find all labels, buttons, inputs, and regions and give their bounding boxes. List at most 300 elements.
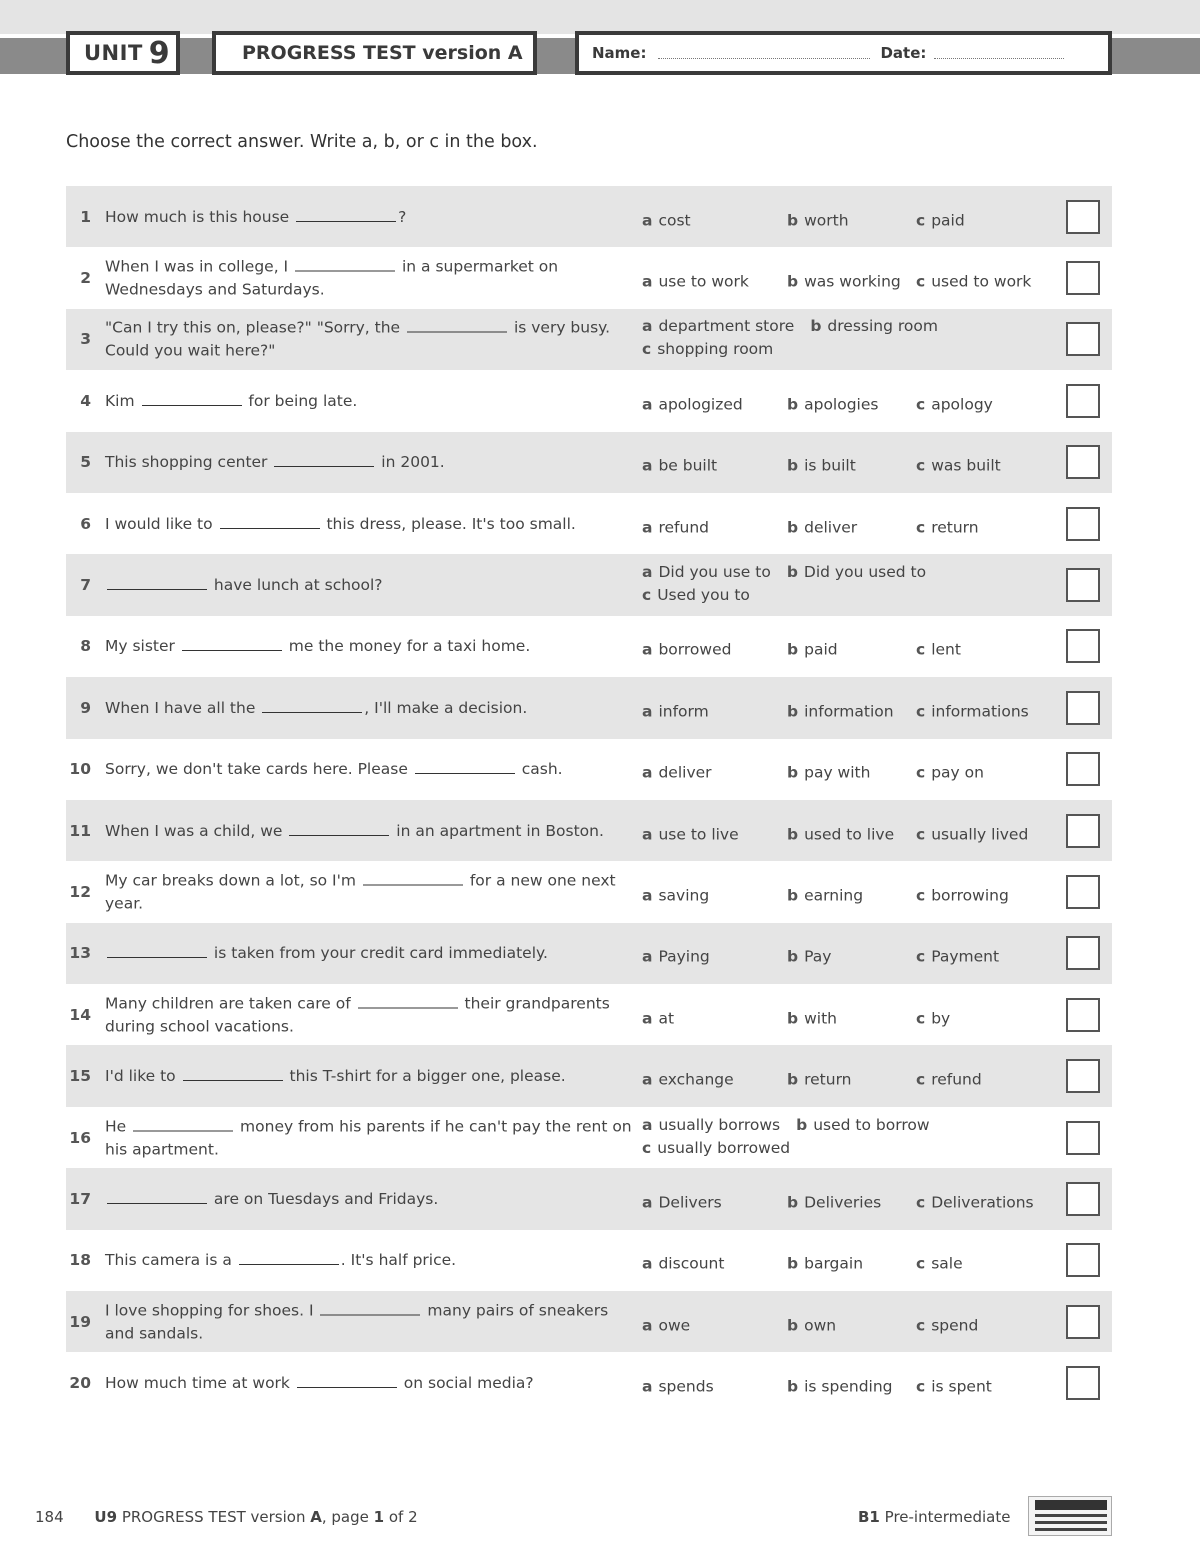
answer-options <box>642 455 1052 478</box>
option-b <box>787 455 916 478</box>
option-letter: a <box>642 702 653 721</box>
option-c <box>642 338 773 361</box>
option-text: use to live <box>658 825 739 844</box>
answer-options <box>642 762 1052 785</box>
option-text: borrowed <box>658 640 732 659</box>
answer-blank <box>289 819 389 836</box>
question-row <box>66 1291 1112 1352</box>
option-text: Payment <box>931 947 1000 966</box>
question-row <box>66 309 1112 370</box>
question-text <box>105 1248 635 1272</box>
option-letter: b <box>787 518 799 537</box>
option-text: sale <box>931 1254 963 1273</box>
option-text: pay on <box>931 763 984 782</box>
footer-page-label: , page <box>321 1508 369 1526</box>
option-c <box>916 946 999 969</box>
option-text: owe <box>658 1316 691 1335</box>
option-b <box>787 1376 916 1399</box>
option-c <box>916 455 1001 478</box>
answer-blank <box>182 634 282 651</box>
option-b <box>810 315 938 338</box>
question-text <box>105 819 635 843</box>
question-row <box>66 1045 1112 1106</box>
question-row <box>66 247 1112 308</box>
question-text-after: for a new one next year. <box>105 871 616 913</box>
answer-options <box>642 884 1052 907</box>
question-text-before: When I was a child, we <box>105 821 288 840</box>
question-text <box>105 573 635 597</box>
option-letter: a <box>642 395 653 414</box>
question-text <box>105 991 635 1038</box>
answer-box[interactable] <box>1066 691 1100 725</box>
question-number: 10 <box>69 760 91 779</box>
question-number: 3 <box>80 330 91 349</box>
question-text-after: on social media? <box>398 1374 534 1393</box>
option-a <box>642 393 787 416</box>
unit-code: U9 <box>94 1508 118 1526</box>
answer-options <box>642 639 1052 662</box>
question-number: 19 <box>69 1312 91 1331</box>
option-letter: b <box>787 272 799 291</box>
answer-blank <box>133 1114 233 1131</box>
question-text-after: cash. <box>516 760 563 779</box>
option-letter: c <box>916 702 926 721</box>
option-c <box>916 393 993 416</box>
footer-of-label: of <box>388 1508 404 1526</box>
option-letter: c <box>916 456 926 475</box>
option-c <box>642 1137 790 1160</box>
instruction: Choose the correct answer. Write a, b, or c in the box. <box>66 132 538 152</box>
question-row <box>66 432 1112 493</box>
question-text-before: When I was in college, I <box>105 257 294 276</box>
answer-blank <box>262 696 362 713</box>
answer-options <box>642 1376 1052 1399</box>
option-text: inform <box>658 702 709 721</box>
question-number: 13 <box>69 944 91 963</box>
option-b <box>787 700 916 723</box>
date-label: Date: <box>880 44 927 62</box>
option-c <box>916 884 1009 907</box>
option-letter: a <box>642 886 653 905</box>
question-row <box>66 1230 1112 1291</box>
option-letter: c <box>916 947 926 966</box>
answer-options <box>642 823 1052 846</box>
option-text: department store <box>658 317 795 336</box>
unit-label-box <box>66 31 180 75</box>
option-letter: c <box>916 1070 926 1089</box>
option-b <box>787 516 916 539</box>
footer-left <box>35 1508 418 1526</box>
option-b <box>787 393 916 416</box>
question-number: 4 <box>80 391 91 410</box>
option-text: at <box>658 1009 675 1028</box>
option-c <box>916 1069 982 1092</box>
answer-box[interactable] <box>1066 814 1100 848</box>
option-text: be built <box>658 456 718 475</box>
option-text: usually lived <box>931 825 1029 844</box>
unit-label: UNIT <box>84 41 143 65</box>
question-text <box>105 1064 635 1088</box>
question-text-before: Kim <box>105 391 140 410</box>
question-row <box>66 1352 1112 1413</box>
question-row <box>66 493 1112 554</box>
answer-blank <box>107 941 207 958</box>
test-title: PROGRESS TEST version A <box>242 42 523 64</box>
option-letter: c <box>916 886 926 905</box>
option-a <box>642 209 787 232</box>
option-c <box>916 1314 978 1337</box>
option-text: lent <box>931 640 961 659</box>
option-c <box>916 700 1029 723</box>
option-a <box>642 884 787 907</box>
option-text: usually borrows <box>658 1115 781 1134</box>
answer-box[interactable] <box>1066 200 1100 234</box>
option-text: return <box>804 1070 852 1089</box>
option-letter: c <box>916 1316 926 1335</box>
option-letter: b <box>787 1316 799 1335</box>
answer-box[interactable] <box>1066 998 1100 1032</box>
answer-box[interactable] <box>1066 752 1100 786</box>
option-text: by <box>931 1009 951 1028</box>
answer-box[interactable] <box>1066 1305 1100 1339</box>
option-letter: a <box>642 1070 653 1089</box>
option-b <box>787 762 916 785</box>
option-text: spends <box>658 1377 714 1396</box>
option-a <box>642 639 787 662</box>
option-letter: b <box>787 211 799 230</box>
answer-blank <box>415 757 515 774</box>
question-text-after: this dress, please. It's too small. <box>321 514 576 533</box>
answer-blank <box>295 255 395 272</box>
answer-blank <box>183 1064 283 1081</box>
question-text-after: me the money for a taxi home. <box>283 637 531 656</box>
answer-box[interactable] <box>1066 936 1100 970</box>
option-text: saving <box>658 886 710 905</box>
option-text: deliver <box>658 763 712 782</box>
question-text <box>105 1187 635 1211</box>
question-text <box>105 1114 635 1161</box>
option-letter: b <box>787 640 799 659</box>
answer-box[interactable] <box>1066 1243 1100 1277</box>
option-c <box>916 762 984 785</box>
question-text-after: ? <box>398 207 407 226</box>
option-a <box>642 455 787 478</box>
answer-blank <box>297 1371 397 1388</box>
answer-blank <box>274 450 374 467</box>
question-text <box>105 316 635 363</box>
option-text: Used you to <box>657 586 750 605</box>
question-row <box>66 677 1112 738</box>
question-text-before: This shopping center <box>105 453 273 472</box>
answer-box[interactable] <box>1066 1121 1100 1155</box>
answer-options <box>642 946 1052 969</box>
unit-number: 9 <box>148 35 171 71</box>
option-letter: a <box>642 1009 653 1028</box>
option-letter: c <box>642 1138 652 1157</box>
option-letter: a <box>642 1316 653 1335</box>
question-row <box>66 800 1112 861</box>
option-c <box>916 1253 963 1276</box>
question-number: 2 <box>80 269 91 288</box>
option-b <box>796 1114 929 1137</box>
option-text: exchange <box>658 1070 734 1089</box>
option-text: spend <box>931 1316 979 1335</box>
option-b <box>787 561 926 584</box>
option-letter: b <box>787 1070 799 1089</box>
question-text <box>105 696 635 720</box>
question-row <box>66 186 1112 247</box>
option-letter: b <box>787 825 799 844</box>
answer-options <box>642 209 1052 232</box>
option-b <box>787 884 916 907</box>
question-text-before: Many children are taken care of <box>105 994 356 1013</box>
option-letter: c <box>916 1009 926 1028</box>
question-text-after: money from his parents if he can't pay the rent on his apartment. <box>105 1117 632 1159</box>
option-a <box>642 823 787 846</box>
question-text-after: their grandparents during school vacations. <box>105 994 610 1036</box>
question-text-before: How much is this house <box>105 207 295 226</box>
option-c <box>916 1007 950 1030</box>
option-text: was built <box>931 456 1001 475</box>
question-number: 15 <box>69 1067 91 1086</box>
question-text-before: "Can I try this on, please?" "Sorry, the <box>105 318 406 337</box>
option-text: worth <box>804 211 849 230</box>
option-letter: c <box>916 825 926 844</box>
option-letter: c <box>642 586 652 605</box>
option-b <box>787 823 916 846</box>
option-letter: b <box>810 317 822 336</box>
question-text-before: He <box>105 1117 132 1136</box>
answer-options <box>642 1191 1052 1214</box>
option-letter: c <box>916 640 926 659</box>
option-c <box>916 271 1031 294</box>
option-text: Did you use to <box>658 563 771 582</box>
question-text <box>105 205 635 229</box>
option-text: used to borrow <box>813 1115 930 1134</box>
option-text: refund <box>658 518 709 537</box>
question-text-after: have lunch at school? <box>209 576 383 595</box>
question-text-after: many pairs of sneakers and sandals. <box>105 1301 609 1343</box>
option-a <box>642 700 787 723</box>
answer-box[interactable] <box>1066 875 1100 909</box>
option-text: Pay <box>804 947 832 966</box>
question-number: 1 <box>80 207 91 226</box>
question-row <box>66 616 1112 677</box>
answer-blank <box>407 316 507 333</box>
option-letter: a <box>642 563 653 582</box>
level-code: B1 <box>858 1508 880 1526</box>
option-letter: a <box>642 456 653 475</box>
question-text <box>105 868 635 915</box>
answer-blank <box>107 573 207 590</box>
option-letter: b <box>787 1193 799 1212</box>
option-letter: b <box>787 886 799 905</box>
question-text-before: I love shopping for shoes. I <box>105 1301 319 1320</box>
question-text-after: in an apartment in Boston. <box>391 821 604 840</box>
option-a <box>642 1314 787 1337</box>
answer-blank <box>320 1298 420 1315</box>
answer-blank <box>363 868 463 885</box>
option-text: shopping room <box>657 340 774 359</box>
option-letter: a <box>642 825 653 844</box>
answer-options <box>642 516 1052 539</box>
question-text-before: Sorry, we don't take cards here. Please <box>105 760 413 779</box>
answer-box[interactable] <box>1066 1059 1100 1093</box>
question-text-after: is very busy. Could you wait here?" <box>105 318 611 360</box>
question-text <box>105 1298 635 1345</box>
option-text: paid <box>931 211 965 230</box>
question-number: 17 <box>69 1189 91 1208</box>
footer-page-total: 2 <box>408 1508 418 1526</box>
answer-blank <box>239 1248 339 1265</box>
option-b <box>787 1314 916 1337</box>
option-text: deliver <box>804 518 858 537</box>
question-text <box>105 757 635 781</box>
option-c <box>642 584 750 607</box>
option-a <box>642 561 771 584</box>
option-text: is spending <box>804 1377 893 1396</box>
option-letter: a <box>642 763 653 782</box>
question-row <box>66 739 1112 800</box>
footer-version-letter: A <box>310 1508 322 1526</box>
question-number: 18 <box>69 1251 91 1270</box>
option-b <box>787 1007 916 1030</box>
name-field[interactable] <box>658 48 870 59</box>
option-text: borrowing <box>931 886 1009 905</box>
option-letter: c <box>916 395 926 414</box>
question-row <box>66 984 1112 1045</box>
option-b <box>787 209 916 232</box>
option-letter: a <box>642 211 653 230</box>
answer-box[interactable] <box>1066 568 1100 602</box>
answer-options <box>642 1007 1052 1030</box>
footer-right <box>858 1508 1010 1526</box>
question-text-after: . It's half price. <box>340 1251 457 1270</box>
question-text-before: I would like to <box>105 514 218 533</box>
answer-box[interactable] <box>1066 322 1100 356</box>
question-text-after: is taken from your credit card immediately. <box>209 944 548 963</box>
option-text: usually borrowed <box>657 1138 791 1157</box>
option-text: is spent <box>931 1377 992 1396</box>
question-row <box>66 861 1112 922</box>
option-a <box>642 315 794 338</box>
option-letter: b <box>787 1377 799 1396</box>
option-text: is built <box>804 456 856 475</box>
option-b <box>787 1069 916 1092</box>
option-letter: b <box>787 702 799 721</box>
question-text <box>105 512 635 536</box>
option-c <box>916 1376 992 1399</box>
question-row <box>66 370 1112 431</box>
option-text: discount <box>658 1254 725 1273</box>
question-row <box>66 554 1112 615</box>
option-b <box>787 1253 916 1276</box>
question-number: 9 <box>80 698 91 717</box>
option-letter: a <box>642 1193 653 1212</box>
option-text: dressing room <box>827 317 938 336</box>
question-number: 6 <box>80 514 91 533</box>
answer-box[interactable] <box>1066 629 1100 663</box>
date-field[interactable] <box>934 48 1064 59</box>
option-a <box>642 762 787 785</box>
name-label: Name: <box>592 44 647 62</box>
answer-options <box>642 271 1052 294</box>
option-letter: c <box>916 1377 926 1396</box>
question-text <box>105 450 635 474</box>
option-letter: b <box>796 1115 808 1134</box>
question-text-after: this T-shirt for a bigger one, please. <box>284 1067 566 1086</box>
option-letter: c <box>916 272 926 291</box>
question-text <box>105 941 635 965</box>
question-list <box>66 186 1112 1414</box>
option-letter: a <box>642 1254 653 1273</box>
option-letter: a <box>642 272 653 291</box>
option-b <box>787 1191 916 1214</box>
answer-options <box>642 1114 1052 1160</box>
question-number: 8 <box>80 637 91 656</box>
option-letter: b <box>787 1254 799 1273</box>
answer-options <box>642 561 1052 607</box>
answer-blank <box>296 205 396 222</box>
answer-box[interactable] <box>1066 1366 1100 1400</box>
option-letter: b <box>786 563 798 582</box>
question-text-after: for being late. <box>243 391 358 410</box>
answer-blank <box>107 1187 207 1204</box>
option-b <box>787 271 916 294</box>
question-text <box>105 634 635 658</box>
top-band <box>0 0 1200 34</box>
answer-box[interactable] <box>1066 1182 1100 1216</box>
answer-options <box>642 393 1052 416</box>
option-letter: c <box>642 340 652 359</box>
option-a <box>642 946 787 969</box>
option-text: Deliverations <box>931 1193 1034 1212</box>
question-text-after: , I'll make a decision. <box>364 698 528 717</box>
option-text: return <box>931 518 979 537</box>
answer-options <box>642 315 1052 361</box>
option-text: Deliveries <box>804 1193 882 1212</box>
option-letter: a <box>642 947 653 966</box>
answer-options <box>642 1253 1052 1276</box>
answer-box[interactable] <box>1066 261 1100 295</box>
option-b <box>787 639 916 662</box>
footer-page-current: 1 <box>373 1508 385 1526</box>
option-text: apology <box>931 395 993 414</box>
option-a <box>642 1253 787 1276</box>
answer-box[interactable] <box>1066 507 1100 541</box>
answer-box[interactable] <box>1066 384 1100 418</box>
option-letter: c <box>916 763 926 782</box>
option-text: used to live <box>804 825 895 844</box>
answer-box[interactable] <box>1066 445 1100 479</box>
option-text: Did you used to <box>803 563 927 582</box>
option-a <box>642 1069 787 1092</box>
question-row <box>66 923 1112 984</box>
question-text-after: in 2001. <box>376 453 445 472</box>
option-text: earning <box>804 886 864 905</box>
option-b <box>787 946 916 969</box>
option-text: Delivers <box>658 1193 722 1212</box>
question-text-before: My car breaks down a lot, so I'm <box>105 871 361 890</box>
answer-blank <box>358 991 458 1008</box>
question-text <box>105 255 635 302</box>
option-a <box>642 516 787 539</box>
option-text: was working <box>804 272 901 291</box>
answer-options <box>642 1314 1052 1337</box>
question-number: 5 <box>80 453 91 472</box>
option-text: Paying <box>658 947 710 966</box>
option-text: apologized <box>658 395 743 414</box>
